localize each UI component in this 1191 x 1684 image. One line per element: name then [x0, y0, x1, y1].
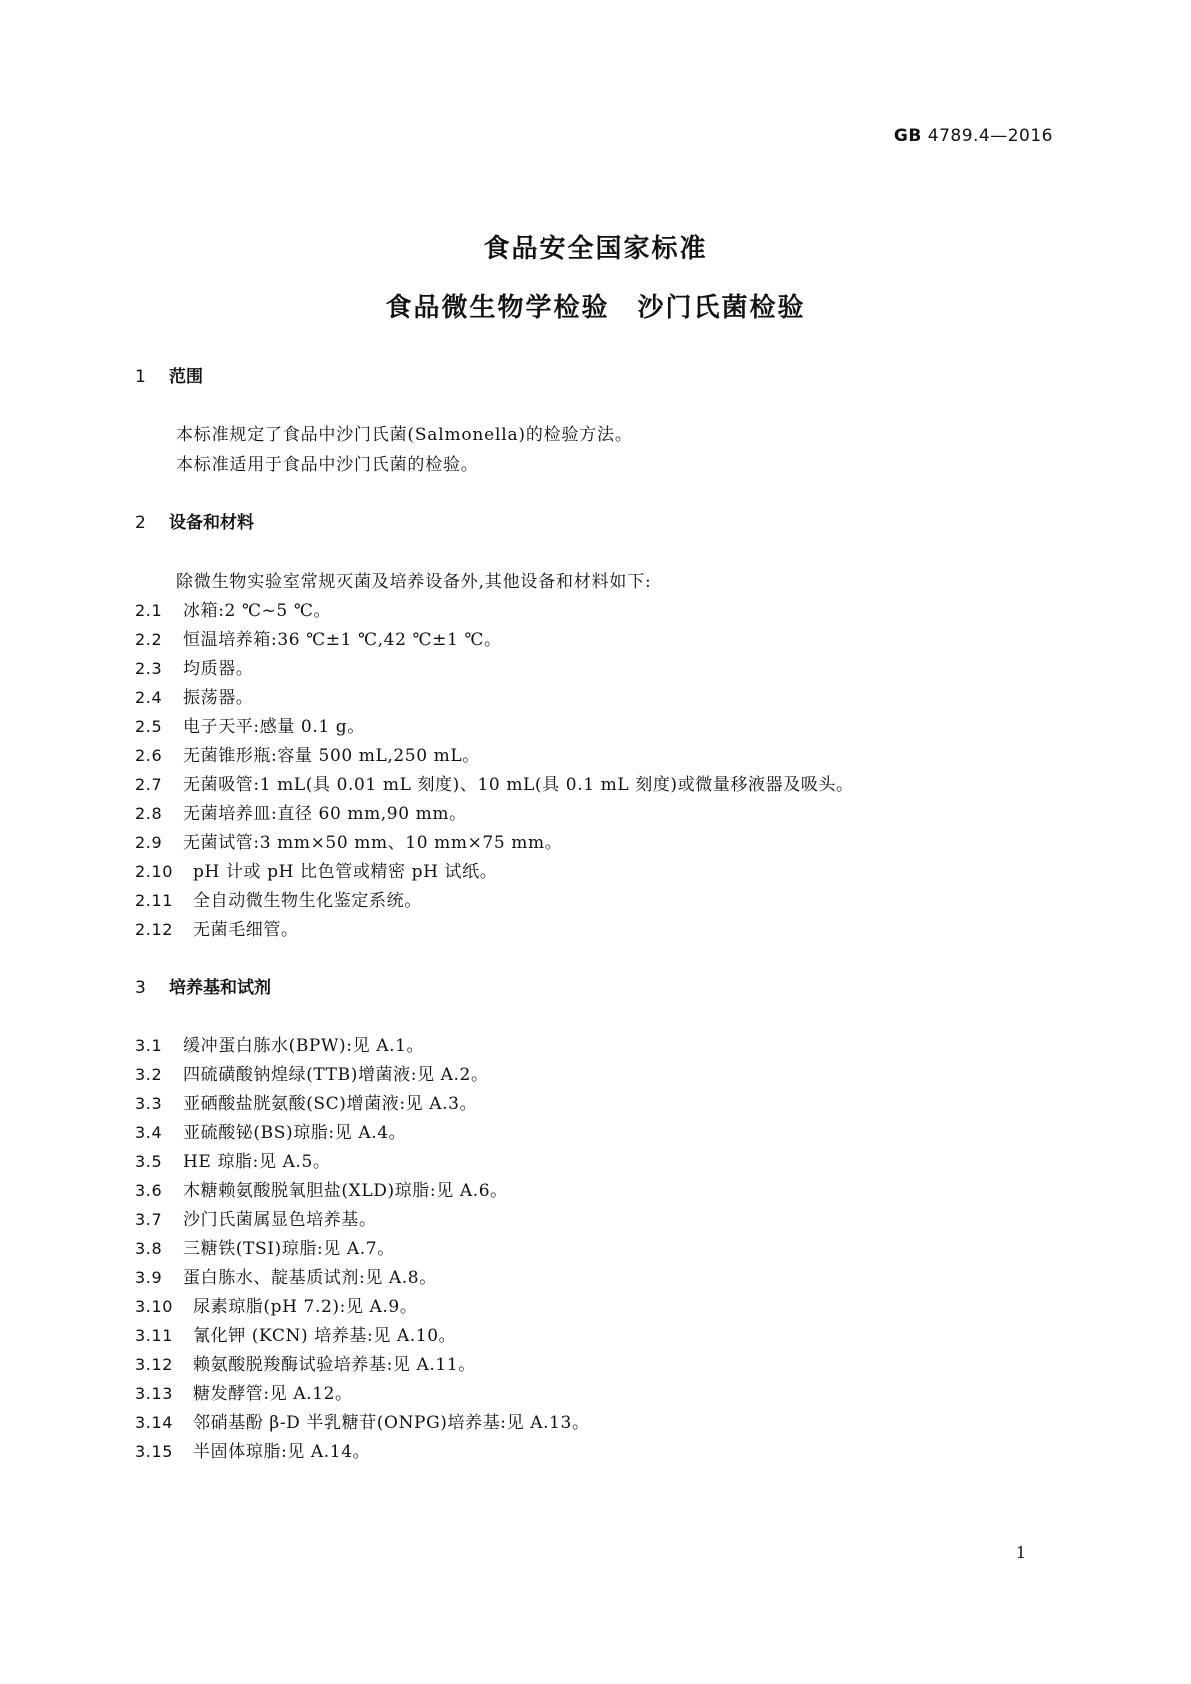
- item-text: 沙门氏菌属显色培养基。: [183, 1210, 377, 1230]
- section-number: 2: [135, 513, 146, 533]
- item-text: 亚硒酸盐胱氨酸(SC)增菌液:见 A.3。: [183, 1094, 478, 1114]
- item-number: 3.1: [135, 1036, 163, 1055]
- item-text: HE 琼脂:见 A.5。: [183, 1152, 331, 1172]
- item-number: 2.2: [135, 630, 163, 649]
- item-text: 赖氨酸脱羧酶试验培养基:见 A.11。: [193, 1355, 476, 1375]
- standard-code: 4789.4—2016: [927, 126, 1053, 146]
- list-item: [135, 1234, 395, 1259]
- item-text: 均质器。: [183, 659, 254, 679]
- item-number: 3.3: [135, 1094, 163, 1113]
- list-item: [135, 1205, 377, 1230]
- item-text: 无菌试管:3 mm×50 mm、10 mm×75 mm。: [183, 833, 563, 853]
- list-item: [135, 1118, 406, 1143]
- list-item: [135, 828, 562, 853]
- item-text: 无菌吸管:1 mL(具 0.01 mL 刻度)、10 mL(具 0.1 mL 刻度)或微量移液器及吸头。: [183, 775, 854, 795]
- list-item: [135, 1060, 489, 1085]
- item-text: 无菌毛细管。: [193, 920, 299, 940]
- list-item: [135, 1292, 417, 1317]
- document-title-line2: 食品微生物学检验 沙门氏菌检验: [385, 293, 806, 323]
- item-text: 无菌培养皿:直径 60 mm,90 mm。: [183, 804, 467, 824]
- item-number: 3.2: [135, 1065, 163, 1084]
- list-item: [135, 1176, 508, 1201]
- item-number: 2.6: [135, 746, 163, 765]
- item-text: 三糖铁(TSI)琼脂:见 A.7。: [183, 1239, 395, 1259]
- item-text: 无菌锥形瓶:容量 500 mL,250 mL。: [183, 746, 480, 766]
- list-item: [135, 915, 299, 940]
- item-text: 半固体琼脂:见 A.14。: [193, 1442, 371, 1462]
- item-number: 3.8: [135, 1239, 163, 1258]
- section-title: 培养基和试剂: [169, 978, 271, 998]
- item-number: 3.12: [135, 1355, 174, 1374]
- item-text: 电子天平:感量 0.1 g。: [183, 717, 365, 737]
- page-number: 1: [1015, 1543, 1026, 1562]
- section-3-heading: [135, 973, 271, 998]
- list-item: [135, 1263, 437, 1288]
- list-item: [135, 741, 480, 766]
- item-number: 2.3: [135, 659, 163, 678]
- paragraph: 本标准规定了食品中沙门氏菌(Salmonella)的检验方法。: [176, 425, 633, 445]
- item-number: 3.6: [135, 1181, 163, 1200]
- list-item: [135, 886, 422, 911]
- item-text: 振荡器。: [183, 688, 254, 708]
- list-item: [135, 712, 365, 737]
- item-text: 邻硝基酚 β-D 半乳糖苷(ONPG)培养基:见 A.13。: [193, 1413, 590, 1433]
- item-number: 3.10: [135, 1297, 174, 1316]
- item-number: 2.4: [135, 688, 163, 707]
- item-number: 3.13: [135, 1384, 174, 1403]
- item-text: pH 计或 pH 比色管或精密 pH 试纸。: [193, 862, 498, 882]
- section-title: 范围: [169, 367, 203, 387]
- item-number: 3.15: [135, 1442, 174, 1461]
- list-item: [135, 1147, 330, 1172]
- item-text: 全自动微生物生化鉴定系统。: [193, 891, 422, 911]
- document-title-line1: 食品安全国家标准: [483, 234, 708, 264]
- item-text: 缓冲蛋白胨水(BPW):见 A.1。: [183, 1036, 425, 1056]
- item-number: 3.14: [135, 1413, 174, 1432]
- item-number: 2.9: [135, 833, 163, 852]
- list-item: [135, 1321, 456, 1346]
- section-number: 1: [135, 367, 146, 387]
- standard-number: [894, 126, 1053, 146]
- item-text: 四硫磺酸钠煌绿(TTB)增菌液:见 A.2。: [183, 1065, 489, 1085]
- item-text: 蛋白胨水、靛基质试剂:见 A.8。: [183, 1268, 437, 1288]
- item-number: 2.5: [135, 717, 163, 736]
- item-text: 冰箱:2 ℃~5 ℃。: [183, 601, 332, 621]
- item-number: 2.11: [135, 891, 174, 910]
- item-number: 2.1: [135, 601, 163, 620]
- item-number: 2.7: [135, 775, 163, 794]
- section-2-heading: [135, 508, 254, 533]
- section-title: 设备和材料: [169, 513, 254, 533]
- section-1-heading: [135, 362, 203, 387]
- list-item: [135, 596, 331, 621]
- list-item: [135, 683, 253, 708]
- item-text: 氰化钾 (KCN) 培养基:见 A.10。: [193, 1326, 457, 1346]
- list-item: [135, 1089, 477, 1114]
- list-item: [135, 625, 502, 650]
- list-item: [135, 857, 497, 882]
- list-item: [135, 770, 854, 795]
- item-number: 2.8: [135, 804, 163, 823]
- section-number: 3: [135, 978, 146, 998]
- item-number: 3.7: [135, 1210, 163, 1229]
- list-item: [135, 799, 467, 824]
- item-number: 2.10: [135, 862, 174, 881]
- paragraph: 本标准适用于食品中沙门氏菌的检验。: [176, 455, 479, 475]
- list-item: [135, 1408, 590, 1433]
- list-item: [135, 1350, 476, 1375]
- list-item: [135, 1031, 424, 1056]
- item-text: 亚硫酸铋(BS)琼脂:见 A.4。: [183, 1123, 407, 1143]
- paragraph: 除微生物实验室常规灭菌及培养设备外,其他设备和材料如下:: [176, 572, 652, 592]
- item-text: 恒温培养箱:36 ℃±1 ℃,42 ℃±1 ℃。: [183, 630, 502, 650]
- list-item: [135, 654, 253, 679]
- item-number: 3.11: [135, 1326, 174, 1345]
- item-number: 2.12: [135, 920, 174, 939]
- item-text: 木糖赖氨酸脱氧胆盐(XLD)琼脂:见 A.6。: [183, 1181, 508, 1201]
- list-item: [135, 1379, 353, 1404]
- item-number: 3.4: [135, 1123, 163, 1142]
- item-number: 3.9: [135, 1268, 163, 1287]
- standard-prefix: GB: [893, 126, 922, 146]
- item-text: 糖发酵管:见 A.12。: [193, 1384, 353, 1404]
- list-item: [135, 1437, 370, 1462]
- item-number: 3.5: [135, 1152, 163, 1171]
- item-text: 尿素琼脂(pH 7.2):见 A.9。: [193, 1297, 418, 1317]
